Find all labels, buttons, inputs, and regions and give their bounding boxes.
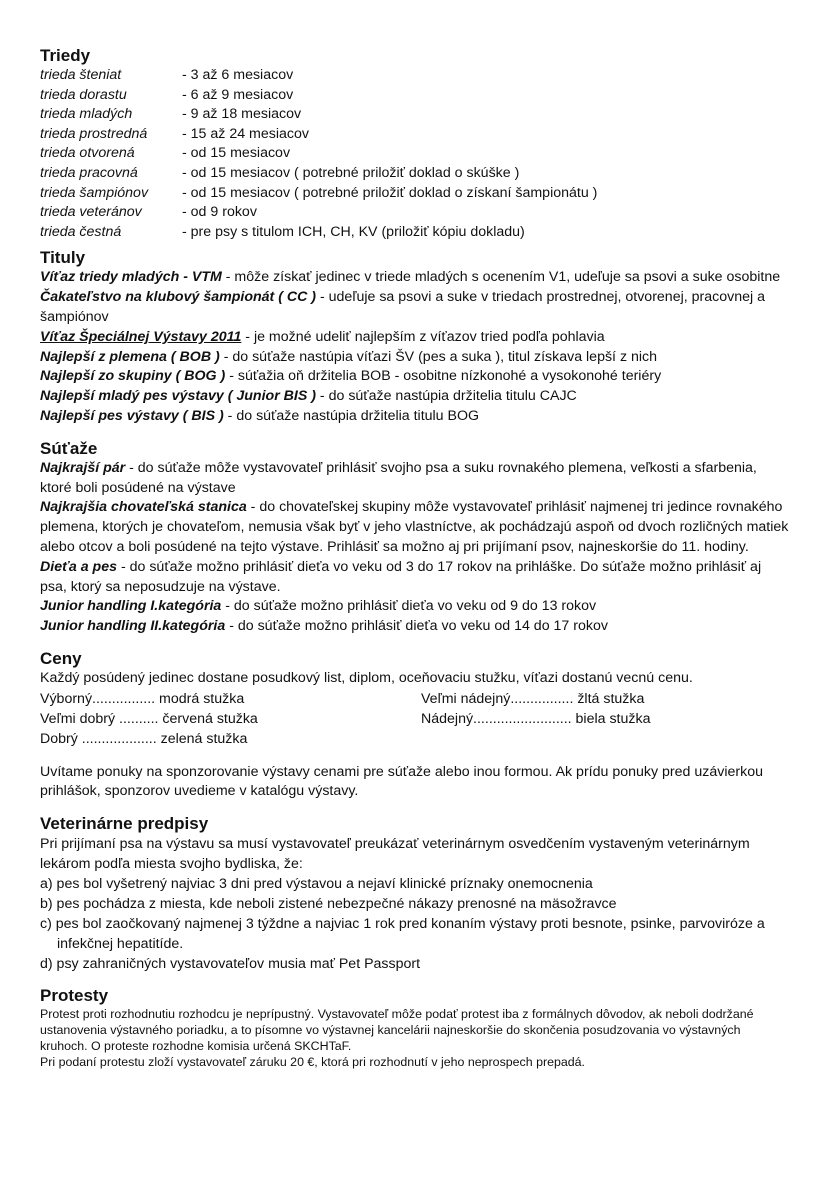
- title-text: - je možné udeliť najlepším z víťazov tried podľa pohlavia: [241, 328, 605, 345]
- class-desc: - pre psy s titulom ICH, CH, KV (priložiť kópiu dokladu): [182, 223, 525, 240]
- title-text: - udeľuje sa psovi a suke v triedach prostrednej, otvorenej, pracovnej a šampiónov: [40, 289, 765, 325]
- veterinary-list: [40, 834, 790, 974]
- class-desc: - od 9 rokov: [182, 204, 257, 221]
- title-text: - súťažia oň držitelia BOB - osobitne nízkonohé a vysokonohé teriéry: [225, 368, 662, 385]
- heading-veterinary: Veterinárne predpisy: [40, 814, 209, 834]
- class-desc: - od 15 mesiacov: [182, 145, 291, 162]
- title-text: - do súťaže nastúpia víťazi ŠV (pes a suka ), titul získava lepší z nich: [219, 348, 658, 365]
- section-veterinary: [40, 814, 790, 974]
- competition-text: - do súťaže možno prihlásiť dieťa vo veku od 9 do 13 rokov: [221, 598, 597, 615]
- sponsor-note: Uvítame ponuky na sponzorovanie výstavy cenami pre súťaže alebo inou formou. Ak prídu ponuky pred uzávierkou prihlášok, sponzorov uvedieme v katalógu výstavy.: [40, 763, 763, 800]
- title-term: Najlepší z plemena ( BOB ): [40, 348, 220, 365]
- title-item: [40, 348, 790, 368]
- class-desc: - od 15 mesiacov ( potrebné priložiť doklad o získaní šampionátu ): [182, 184, 598, 201]
- protest-deposit: Pri podaní protestu zloží vystavovateľ záruku 20 €, ktorá pri rozhodnutí v jeho neprospech prepadá.: [40, 1055, 585, 1070]
- title-text: - do súťaže nastúpia držitelia titulu CAJC: [315, 388, 577, 405]
- class-name: trieda veteránov: [40, 204, 142, 221]
- title-text: - môže získať jedinec v triede mladých s ocenením V1, udeľuje sa psovi a suke osobitne: [221, 269, 781, 286]
- competition-item: [40, 617, 790, 637]
- title-item: [40, 268, 790, 288]
- competition-text: - do súťaže možno prihlásiť dieťa vo veku od 3 do 17 rokov na prihláške. Do súťaže možno prihlásiť aj psa, ktorý sa neposudzuje na výstave.: [40, 558, 762, 595]
- class-name: trieda mladých: [40, 106, 133, 123]
- heading-tituly: Tituly: [40, 248, 86, 268]
- class-name: trieda čestná: [40, 223, 122, 240]
- class-name: trieda prostredná: [40, 125, 148, 142]
- heading-triedy: Triedy: [40, 46, 91, 65]
- competition-text: - do chovateľskej skupiny môže vystavovateľ prihlásiť najmenej tri jedince rovnakého plemena, ktorých je chovateľom, nemusia však byť v jeho vlastníctve, ak pochádzajú aspoň od dvoch rozličných matiek alebo otcov a boli posúdené na tejto výstave. Prihlásiť sa možno aj pri prijímaní psov, najneskoršie do 11. hodiny.: [40, 499, 789, 555]
- competition-term: Junior handling I.kategória: [40, 598, 222, 615]
- title-term: Víťaz Špeciálnej Výstavy 2011: [40, 328, 242, 345]
- title-item: [40, 367, 790, 387]
- heading-ceny: Ceny: [40, 648, 82, 668]
- section-sutaze: [40, 439, 790, 637]
- title-item: [40, 387, 790, 407]
- competition-term: Najkrajšia chovateľská stanica: [40, 499, 247, 516]
- prize-item: Nádejný......................... biela stužka: [421, 710, 651, 727]
- prize-list: [40, 689, 790, 749]
- competition-text: - do súťaže možno prihlásiť dieťa vo veku od 14 do 17 rokov: [225, 618, 608, 635]
- heading-sutaze: Súťaže: [40, 438, 98, 458]
- title-term: Čakateľstvo na klubový šampionát ( CC ): [40, 289, 317, 306]
- competition-item: [40, 597, 790, 617]
- protest-rules: Protest proti rozhodnutiu rozhodcu je neprípustný. Vystavovateľ môže podať protest iba z formálnych dôvodov, ak neboli dodržané ustanovenia výstavného poriadku, a to písomne vo výstavnej kancelárii najneskoršie do skončenia posudzovania vo výstavných kruhoch. O proteste rozhodne komisia určená SKCHTaF.: [40, 1007, 754, 1054]
- section-tituly: [40, 248, 790, 426]
- class-name: trieda pracovná: [40, 164, 138, 181]
- competition-text: - do súťaže môže vystavovateľ prihlásiť svojho psa a suku rovnakého plemena, veľkosti a sfarbenia, ktoré boli posúdené na výstave: [40, 459, 757, 496]
- title-text: - do súťaže nastúpia držitelia titulu BOG: [223, 407, 480, 424]
- class-desc: - 3 až 6 mesiacov: [182, 67, 294, 83]
- competition-term: Najkrajší pár: [40, 459, 126, 476]
- section-protesty: [40, 986, 790, 1070]
- class-desc: - 9 až 18 mesiacov: [182, 106, 302, 123]
- heading-protesty: Protesty: [40, 986, 109, 1006]
- class-desc: - 6 až 9 mesiacov: [182, 86, 294, 103]
- competition-term: Junior handling II.kategória: [40, 618, 226, 635]
- veterinary-intro: Pri prijímaní psa na výstavu sa musí vystavovateľ preukázať veterinárnym osvedčením vystaveným veterinárnym lekárom podľa miesta svojho bydliska, že:: [40, 836, 750, 873]
- prizes-intro: Každý posúdený jedinec dostane posudkový list, diplom, oceňovaciu stužku, víťazi dostanú vecnú cenu.: [40, 669, 693, 686]
- class-name: trieda dorastu: [40, 86, 127, 103]
- prize-item: Veľmi dobrý .......... červená stužka: [40, 710, 258, 727]
- veterinary-item: b) pes pochádza z miesta, kde neboli zistené nebezpečné nákazy prenosné na mäsožravce: [40, 896, 617, 913]
- section-ceny: [40, 649, 790, 802]
- class-name: trieda šteniat: [40, 67, 122, 83]
- class-list: [40, 66, 790, 242]
- title-term: Najlepší zo skupiny ( BOG ): [40, 368, 226, 385]
- veterinary-item: a) pes bol vyšetrený najviac 3 dni pred výstavou a nejaví klinické príznaky onemocnenia: [40, 876, 593, 893]
- competition-item: [40, 498, 790, 557]
- veterinary-item: c) pes bol zaočkovaný najmenej 3 týždne a najviac 1 rok pred konaním výstavy proti besnote, psinke, parvoviróze a infekčnej hepatitíde.: [40, 916, 765, 953]
- competition-term: Dieťa a pes: [40, 558, 117, 575]
- title-item: [40, 407, 790, 427]
- class-desc: - 15 až 24 mesiacov: [182, 125, 309, 142]
- class-name: trieda otvorená: [40, 145, 135, 162]
- prize-item: Výborný................ modrá stužka: [40, 690, 245, 707]
- class-desc: - od 15 mesiacov ( potrebné priložiť doklad o skúške ): [182, 164, 520, 181]
- competition-item: [40, 558, 790, 598]
- competition-item: [40, 459, 790, 499]
- title-term: Najlepší mladý pes výstavy ( Junior BIS ): [40, 388, 316, 405]
- prize-item: Dobrý ................... zelená stužka: [40, 730, 248, 747]
- document-page: [40, 46, 790, 1070]
- veterinary-item: d) psy zahraničných vystavovateľov musia mať Pet Passport: [40, 956, 421, 973]
- prize-item: Veľmi nádejný................ žltá stužka: [421, 690, 645, 707]
- title-term: Najlepší pes výstavy ( BIS ): [40, 407, 224, 424]
- title-item: [40, 328, 790, 348]
- section-triedy: [40, 46, 790, 242]
- title-item: [40, 288, 790, 328]
- class-name: trieda šampiónov: [40, 184, 149, 201]
- title-term: Víťaz triedy mladých - VTM: [40, 269, 222, 286]
